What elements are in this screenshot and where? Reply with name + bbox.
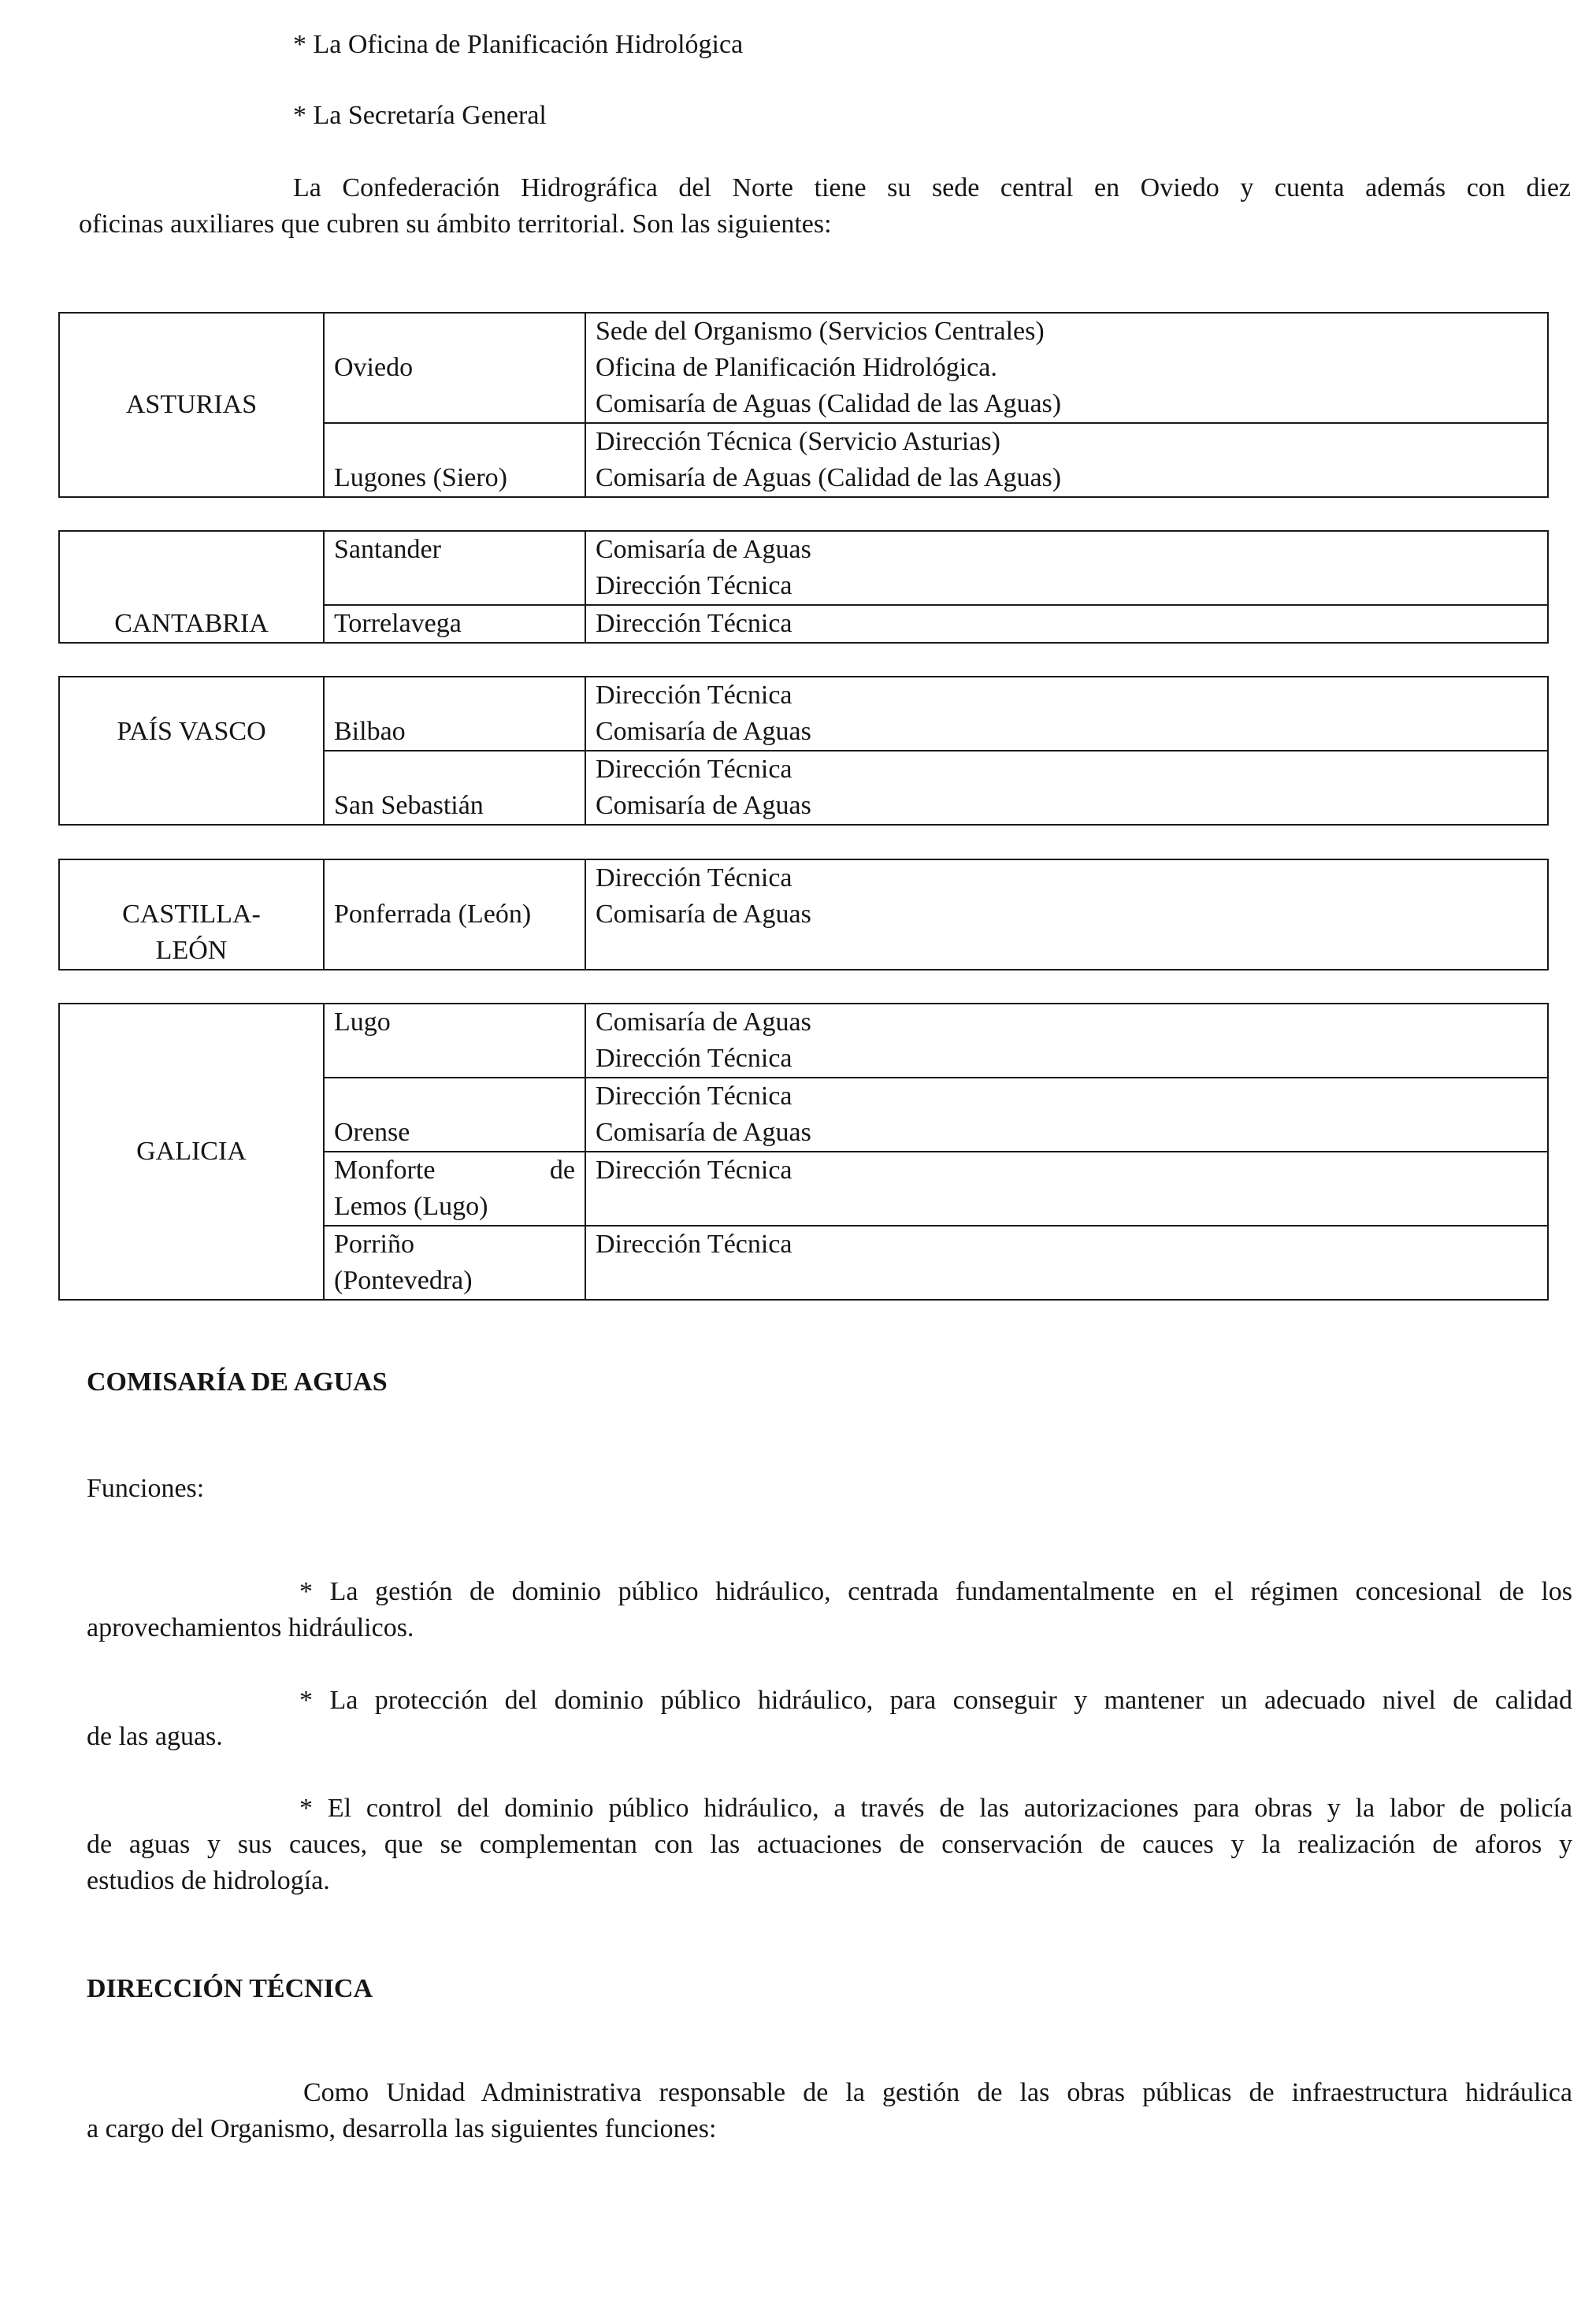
service-line: Dirección Técnica — [596, 681, 792, 710]
service-line: Comisaría de Aguas — [596, 1008, 811, 1037]
comisaria-item3-line1: * El control del dominio público hidráulico, a través de las autorizaciones para obras y la labor de policía — [299, 1794, 1572, 1823]
region-cantabria: CANTABRIA — [59, 531, 324, 643]
comisaria-item1-line1: * La gestión de dominio público hidráulico, centrada fundamentalmente en el régimen concesional de los — [299, 1577, 1572, 1606]
region-line: LEÓN — [155, 936, 228, 965]
service-line: Comisaría de Aguas — [596, 1118, 811, 1147]
service-line: Dirección Técnica — [596, 609, 792, 638]
city-porrino — [324, 1226, 585, 1300]
city-orense: Orense — [324, 1078, 585, 1152]
services-torrelavega — [585, 605, 1548, 643]
service-line: Dirección Técnica (Servicio Asturias) — [596, 427, 1000, 456]
service-line: Comisaría de Aguas (Calidad de las Aguas) — [596, 389, 1062, 418]
region-asturias: ASTURIAS — [59, 313, 324, 497]
service-line: Oficina de Planificación Hidrológica. — [596, 353, 997, 382]
heading-comisaria-de-aguas: COMISARÍA DE AGUAS — [87, 1368, 388, 1397]
city-line: (Pontevedra) — [334, 1266, 473, 1295]
city-santander: Santander — [324, 531, 585, 605]
city-lugones: Lugones (Siero) — [324, 423, 585, 497]
intro-paragraph-line2: oficinas auxiliares que cubren su ámbito territorial. Son las siguientes: — [79, 210, 832, 239]
bullet-secretaria-general: * La Secretaría General — [293, 101, 547, 130]
comisaria-item1-line2: aprovechamientos hidráulicos. — [87, 1613, 414, 1642]
cantabria-offices-table — [58, 530, 1549, 644]
services-porrino — [585, 1226, 1548, 1300]
region-pais-vasco: PAÍS VASCO — [59, 677, 324, 825]
city-san-sebastian: San Sebastián — [324, 751, 585, 825]
heading-direccion-tecnica: DIRECCIÓN TÉCNICA — [87, 1974, 373, 2003]
services-oviedo — [585, 313, 1548, 423]
intro-paragraph-line1: La Confederación Hidrográfica del Norte tiene su sede central en Oviedo y cuenta además con diez — [293, 173, 1571, 202]
services-santander — [585, 531, 1548, 605]
city-word: de — [549, 1156, 575, 1185]
service-line: Sede del Organismo (Servicios Centrales) — [596, 317, 1045, 346]
city-lugo: Lugo — [324, 1004, 585, 1078]
galicia-offices-table — [58, 1003, 1549, 1301]
service-line: Comisaría de Aguas — [596, 791, 811, 820]
services-orense — [585, 1078, 1548, 1152]
direccion-paragraph-line1: Como Unidad Administrativa responsable de la gestión de las obras públicas de infraestructura hidráulica — [303, 2078, 1572, 2107]
services-lugones — [585, 423, 1548, 497]
city-line: Porriño — [334, 1230, 414, 1259]
city-word: Monforte — [334, 1156, 436, 1185]
region-castilla-leon — [59, 859, 324, 970]
city-line — [334, 1152, 575, 1189]
city-bilbao: Bilbao — [324, 677, 585, 751]
city-torrelavega: Torrelavega — [324, 605, 585, 643]
service-line: Dirección Técnica — [596, 1044, 792, 1073]
services-lugo — [585, 1004, 1548, 1078]
city-oviedo: Oviedo — [324, 313, 585, 423]
region-galicia: GALICIA — [59, 1004, 324, 1300]
services-monforte — [585, 1152, 1548, 1226]
direccion-paragraph-line2: a cargo del Organismo, desarrolla las siguientes funciones: — [87, 2114, 717, 2143]
service-line: Dirección Técnica — [596, 1156, 792, 1185]
region-line: CASTILLA- — [122, 900, 261, 929]
services-bilbao — [585, 677, 1548, 751]
comisaria-item3-line2: de aguas y sus cauces, que se complementan con las actuaciones de conservación de cauces y la realización de aforos y — [87, 1830, 1572, 1859]
castilla-leon-offices-table — [58, 859, 1549, 970]
service-line: Dirección Técnica — [596, 1230, 792, 1259]
comisaria-item2-line2: de las aguas. — [87, 1722, 223, 1751]
city-ponferrada: Ponferrada (León) — [324, 859, 585, 970]
services-ponferrada — [585, 859, 1548, 970]
bullet-oficina-planificacion: * La Oficina de Planificación Hidrológica — [293, 30, 744, 59]
city-monforte-de-lemos — [324, 1152, 585, 1226]
asturias-offices-table — [58, 312, 1549, 498]
funciones-label: Funciones: — [87, 1474, 205, 1503]
pais-vasco-offices-table — [58, 676, 1549, 826]
service-line: Dirección Técnica — [596, 863, 792, 893]
comisaria-item2-line1: * La protección del dominio público hidráulico, para conseguir y mantener un adecuado nivel de calidad — [299, 1686, 1572, 1715]
service-line: Dirección Técnica — [596, 755, 792, 784]
service-line: Comisaría de Aguas — [596, 535, 811, 564]
service-line: Comisaría de Aguas (Calidad de las Aguas) — [596, 463, 1062, 492]
services-san-sebastian — [585, 751, 1548, 825]
comisaria-item3-line3: estudios de hidrología. — [87, 1866, 330, 1895]
service-line: Dirección Técnica — [596, 571, 792, 600]
service-line: Comisaría de Aguas — [596, 717, 811, 746]
city-line: Lemos (Lugo) — [334, 1192, 488, 1221]
service-line: Dirección Técnica — [596, 1082, 792, 1111]
service-line: Comisaría de Aguas — [596, 900, 811, 929]
